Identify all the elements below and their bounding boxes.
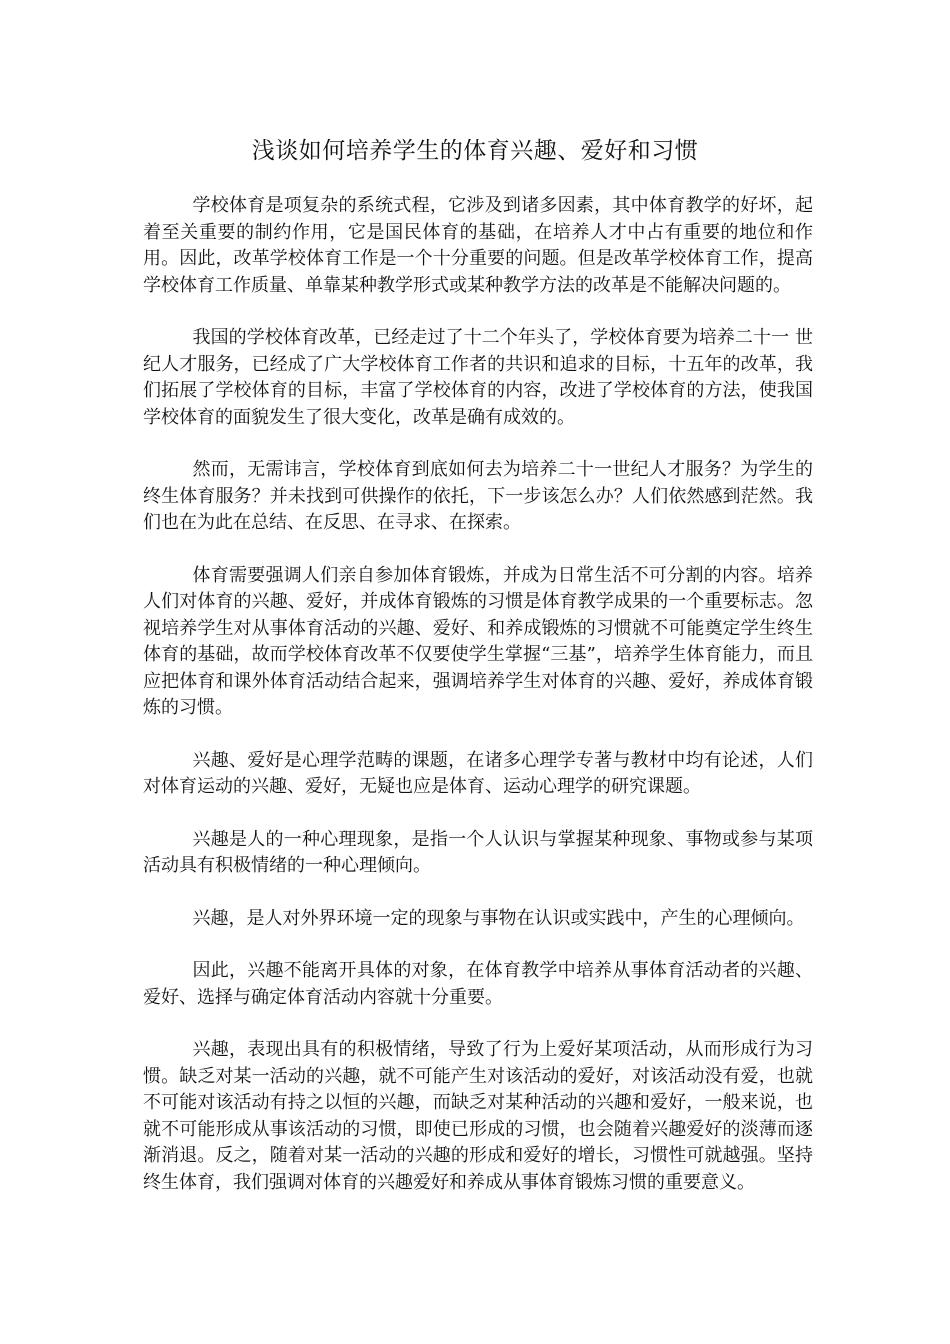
paragraph-3: 然而，无需讳言，学校体育到底如何去为培养二十一世纪人才服务？为学生的终生体育服务？并未找到可供操作的依托，下一步该怎么办？人们依然感到茫然。我们也在为此在总结、在反思、在寻求、在探索。 [143, 459, 813, 533]
paragraph-5: 兴趣、爱好是心理学范畴的课题，在诸多心理学专著与教材中均有论述，人们对体育运动的兴趣、爱好，无疑也应是体育、运动心理学的研究课题。 [143, 749, 813, 797]
paragraph-9: 兴趣，表现出具有的积极情绪，导致了行为上爱好某项活动，从而形成行为习惯。缺乏对某一活动的兴趣，就不可能产生对该活动的爱好，对该活动没有爱，也就不可能对该活动有持之以恒的兴趣，而缺乏对某种活动的兴趣和爱好，一般来说，也就不可能形成从事该活动的习惯，即使已形成的习惯，也会随着兴趣爱好的淡薄而逐渐消退。反之，随着对某一活动的兴趣的形成和爱好的增长，习惯性可就越强。坚持终生体育，我们强调对体育的兴趣爱好和养成从事体育锻炼习惯的重要意义。 [143, 1039, 813, 1193]
paragraph-8: 因此，兴趣不能离开具体的对象，在体育教学中培养从事体育活动者的兴趣、爱好、选择与确定体育活动内容就十分重要。 [143, 960, 813, 1008]
document-title: 浅谈如何培养学生的体育兴趣、爱好和习惯 [251, 138, 699, 164]
paragraph-1: 学校体育是项复杂的系统式程，它涉及到诸多因素，其中体育教学的好坏，起着至关重要的制约作用，它是国民体育的基础，在培养人才中占有重要的地位和作用。因此，改革学校体育工作是一个十分重要的问题。但是改革学校体育工作，提高学校体育工作质量、单靠某种教学形式或某种教学方法的改革是不能解决问题的。 [143, 195, 813, 296]
document-body [143, 193, 813, 1222]
paragraph-6: 兴趣是人的一种心理现象，是指一个人认识与掌握某种现象、事物或参与某项活动具有积极情绪的一种心理倾向。 [143, 828, 813, 876]
paragraph-7: 兴趣，是人对外界环境一定的现象与事物在认识或实践中，产生的心理倾向。 [192, 907, 805, 929]
paragraph-2: 我国的学校体育改革，已经走过了十二个年头了，学校体育要为培养二十一 世纪人才服务，已经成了广大学校体育工作者的共识和追求的目标，十五年的改革，我们拓展了学校体育的目标，丰富了学校体育的内容，改进了学校体育的方法，使我国学校体育的面貌发生了很大变化，改革是确有成效的。 [143, 327, 813, 428]
paragraph-4: 体育需要强调人们亲自参加体育锻炼，并成为日常生活不可分割的内容。培养人们对体育的兴趣、爱好，并成体育锻炼的习惯是体育教学成果的一个重要标志。忽视培养学生对从事体育活动的兴趣、爱好、和养成锻炼的习惯就不可能奠定学生终生体育的基础，故而学校体育改革不仅要使学生掌握“三基”，培养学生体育能力，而且应把体育和课外体育活动结合起来，强调培养学生对体育的兴趣、爱好，养成体育锻炼的习惯。 [143, 564, 813, 718]
